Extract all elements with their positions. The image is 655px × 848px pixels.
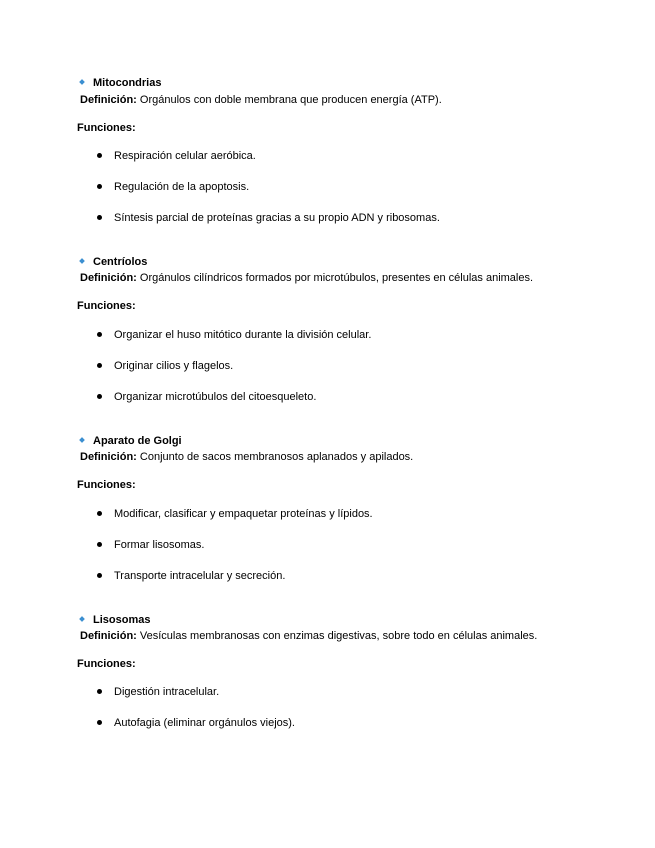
function-item: [97, 328, 371, 342]
bullet-dot-icon: [97, 573, 102, 578]
definition-text: Orgánulos con doble membrana que producen energía (ATP).: [139, 94, 442, 106]
function-item-text: Originar cilios y flagelos.: [114, 360, 234, 372]
section-title: Centríolos: [93, 256, 148, 268]
diamond-bullet-icon: [79, 437, 85, 443]
functions-title: Funciones:: [77, 658, 136, 670]
function-item-text: Formar lisosomas.: [114, 539, 205, 551]
definition-text: Conjunto de sacos membranosos aplanados y apilados.: [139, 451, 414, 463]
section-title: Mitocondrias: [93, 77, 162, 89]
bullet-dot-icon: [97, 363, 102, 368]
functions-title: Funciones:: [77, 122, 136, 134]
bullet-dot-icon: [97, 511, 102, 516]
function-item: [97, 390, 316, 404]
function-item: [97, 507, 373, 521]
section-heading: [80, 76, 161, 90]
function-item-text: Organizar el huso mitótico durante la división celular.: [114, 329, 372, 341]
definition-text: Orgánulos cilíndricos formados por microtúbulos, presentes en células animales.: [139, 272, 534, 284]
bullet-dot-icon: [97, 184, 102, 189]
definition-line: [80, 93, 442, 107]
function-item: [97, 180, 249, 194]
section-title: Aparato de Golgi: [93, 435, 182, 447]
function-item: [97, 716, 295, 730]
functions-title: Funciones:: [77, 479, 136, 491]
function-item-text: Síntesis parcial de proteínas gracias a su propio ADN y ribosomas.: [114, 212, 440, 224]
bullet-dot-icon: [97, 153, 102, 158]
function-item: [97, 149, 256, 163]
function-item: [97, 211, 440, 225]
bullet-dot-icon: [97, 720, 102, 725]
definition-label: Definición:: [80, 630, 137, 642]
section-heading: [80, 434, 182, 448]
section-heading: [80, 255, 147, 269]
function-item-text: Modificar, clasificar y empaquetar proteínas y lípidos.: [114, 508, 373, 520]
function-item-text: Organizar microtúbulos del citoesqueleto.: [114, 391, 317, 403]
bullet-dot-icon: [97, 689, 102, 694]
definition-label: Definición:: [80, 451, 137, 463]
diamond-bullet-icon: [79, 79, 85, 85]
definition-line: [80, 629, 537, 643]
function-item-text: Respiración celular aeróbica.: [114, 150, 256, 162]
function-item: [97, 569, 285, 583]
function-item-text: Digestión intracelular.: [114, 686, 220, 698]
definition-line: [80, 271, 533, 285]
definition-line: [80, 450, 413, 464]
function-item-text: Regulación de la apoptosis.: [114, 181, 250, 193]
diamond-bullet-icon: [79, 616, 85, 622]
function-item-text: Transporte intracelular y secreción.: [114, 570, 286, 582]
function-item-text: Autofagia (eliminar orgánulos viejos).: [114, 717, 295, 729]
bullet-dot-icon: [97, 215, 102, 220]
function-item: [97, 538, 204, 552]
definition-label: Definición:: [80, 94, 137, 106]
bullet-dot-icon: [97, 394, 102, 399]
section-heading: [80, 613, 150, 627]
bullet-dot-icon: [97, 332, 102, 337]
function-item: [97, 359, 233, 373]
section-title: Lisosomas: [93, 614, 151, 626]
definition-label: Definición:: [80, 272, 137, 284]
function-item: [97, 685, 219, 699]
bullet-dot-icon: [97, 542, 102, 547]
definition-text: Vesículas membranosas con enzimas digestivas, sobre todo en células animales.: [139, 630, 538, 642]
functions-title: Funciones:: [77, 300, 136, 312]
diamond-bullet-icon: [79, 258, 85, 264]
